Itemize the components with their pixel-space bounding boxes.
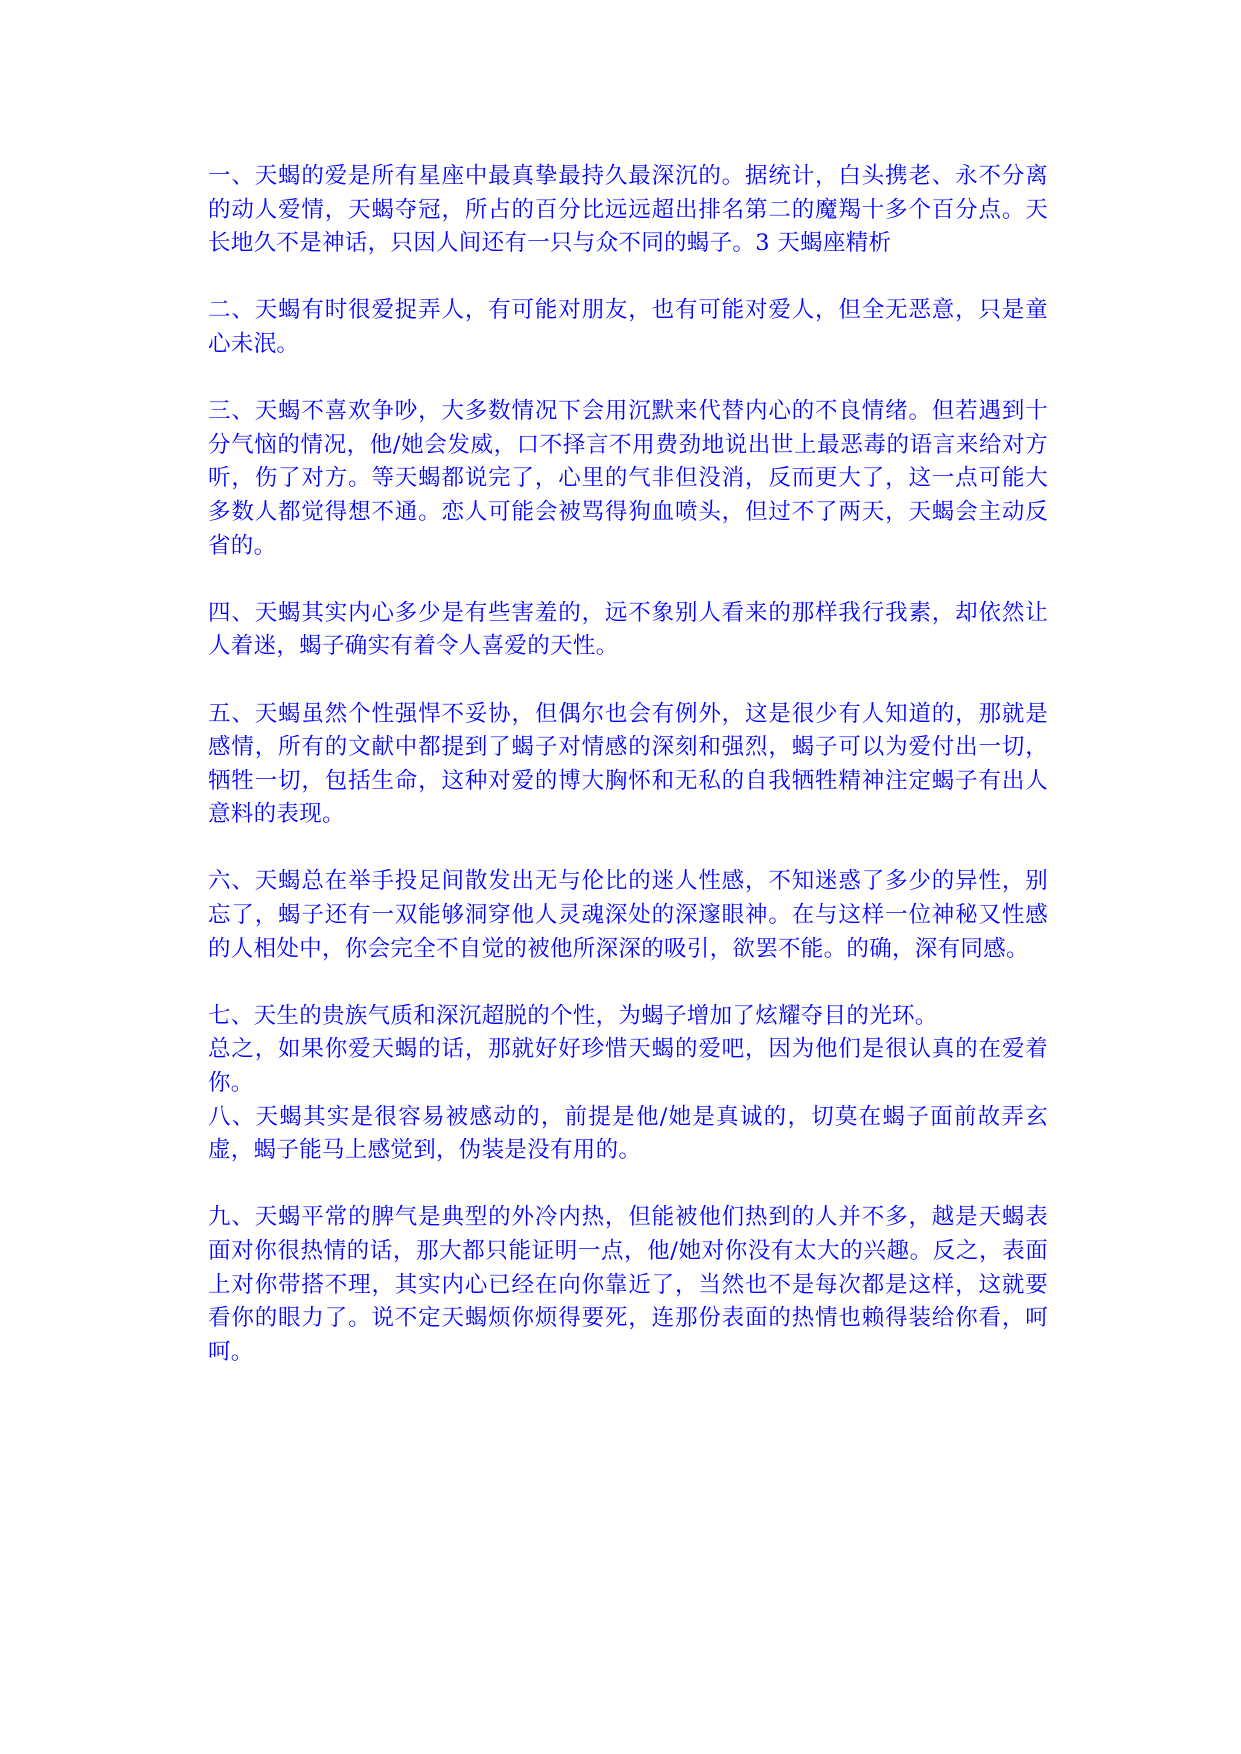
paragraph-3: 三、天蝎不喜欢争吵，大多数情况下会用沉默来代替内心的不良情绪。但若遇到十分气恼的情况，他/她会发威，口不择言不用费劲地说出世上最恶毒的语言来给对方听，伤了对方。等天蝎都说完了，心里的气非但没消，反而更大了，这一点可能大多数人都觉得想不通。恋人可能会被骂得狗血喷头，但过不了两天，天蝎会主动反省的。 bbox=[208, 398, 1048, 559]
document-body bbox=[208, 160, 1048, 1369]
paragraph-gap bbox=[208, 664, 1048, 698]
paragraph-gap bbox=[208, 563, 1048, 597]
paragraph-5: 五、天蝎虽然个性强悍不妥协，但偶尔也会有例外，这是很少有人知道的，那就是感情，所有的文献中都提到了蝎子对情感的深刻和强烈，蝎子可以为爱付出一切，牺牲一切，包括生命，这种对爱的博大胸怀和无私的自我牺牲精神注定蝎子有出人意料的表现。 bbox=[208, 700, 1048, 828]
paragraph-4: 四、天蝎其实内心多少是有些害羞的，远不象别人看来的那样我行我素，却依然让人着迷，蝎子确实有着令人喜爱的天性。 bbox=[208, 599, 1048, 660]
paragraph-gap bbox=[208, 261, 1048, 295]
paragraph-gap bbox=[208, 832, 1048, 866]
paragraph-7: 七、天生的贵族气质和深沉超脱的个性，为蝎子增加了炫耀夺目的光环。 bbox=[208, 1002, 938, 1029]
paragraph-8: 八、天蝎其实是很容易被感动的，前提是他/她是真诚的，切莫在蝎子面前故弄玄虚，蝎子能马上感觉到，伪装是没有用的。 bbox=[208, 1103, 1048, 1164]
paragraph-summary: 总之，如果你爱天蝎的话，那就好好珍惜天蝎的爱吧，因为他们是很认真的在爱着你。 bbox=[208, 1036, 1048, 1097]
paragraph-2: 二、天蝎有时很爱捉弄人，有可能对朋友，也有可能对爱人，但全无恶意，只是童心未泯。 bbox=[208, 297, 1048, 357]
paragraph-gap bbox=[208, 966, 1048, 1000]
paragraph-1: 一、天蝎的爱是所有星座中最真挚最持久最深沉的。据统计，白头携老、永不分离的动人爱情，天蝎夺冠，所占的百分比远远超出排名第二的魔羯十多个百分点。天长地久不是神话，只因人间还有一只与众不同的蝎子。3 天蝎座精析 bbox=[208, 163, 1048, 257]
paragraph-9: 九、天蝎平常的脾气是典型的外冷内热，但能被他们热到的人并不多，越是天蝎表面对你很热情的话，那大都只能证明一点，他/她对你没有太大的兴趣。反之，表面上对你带搭不理，其实内心已经在向你靠近了，当然也不是每次都是这样，这就要看你的眼力了。说不定天蝎烦你烦得要死，连那份表面的热情也赖得装给你看，呵呵。 bbox=[208, 1204, 1048, 1365]
paragraph-gap bbox=[208, 1168, 1048, 1202]
paragraph-gap bbox=[208, 362, 1048, 396]
paragraph-6: 六、天蝎总在举手投足间散发出无与伦比的迷人性感，不知迷惑了多少的异性，别忘了，蝎子还有一双能够洞穿他人灵魂深处的深邃眼神。在与这样一位神秘又性感的人相处中，你会完全不自觉的被他所深深的吸引，欲罢不能。的确，深有同感。 bbox=[208, 868, 1048, 962]
